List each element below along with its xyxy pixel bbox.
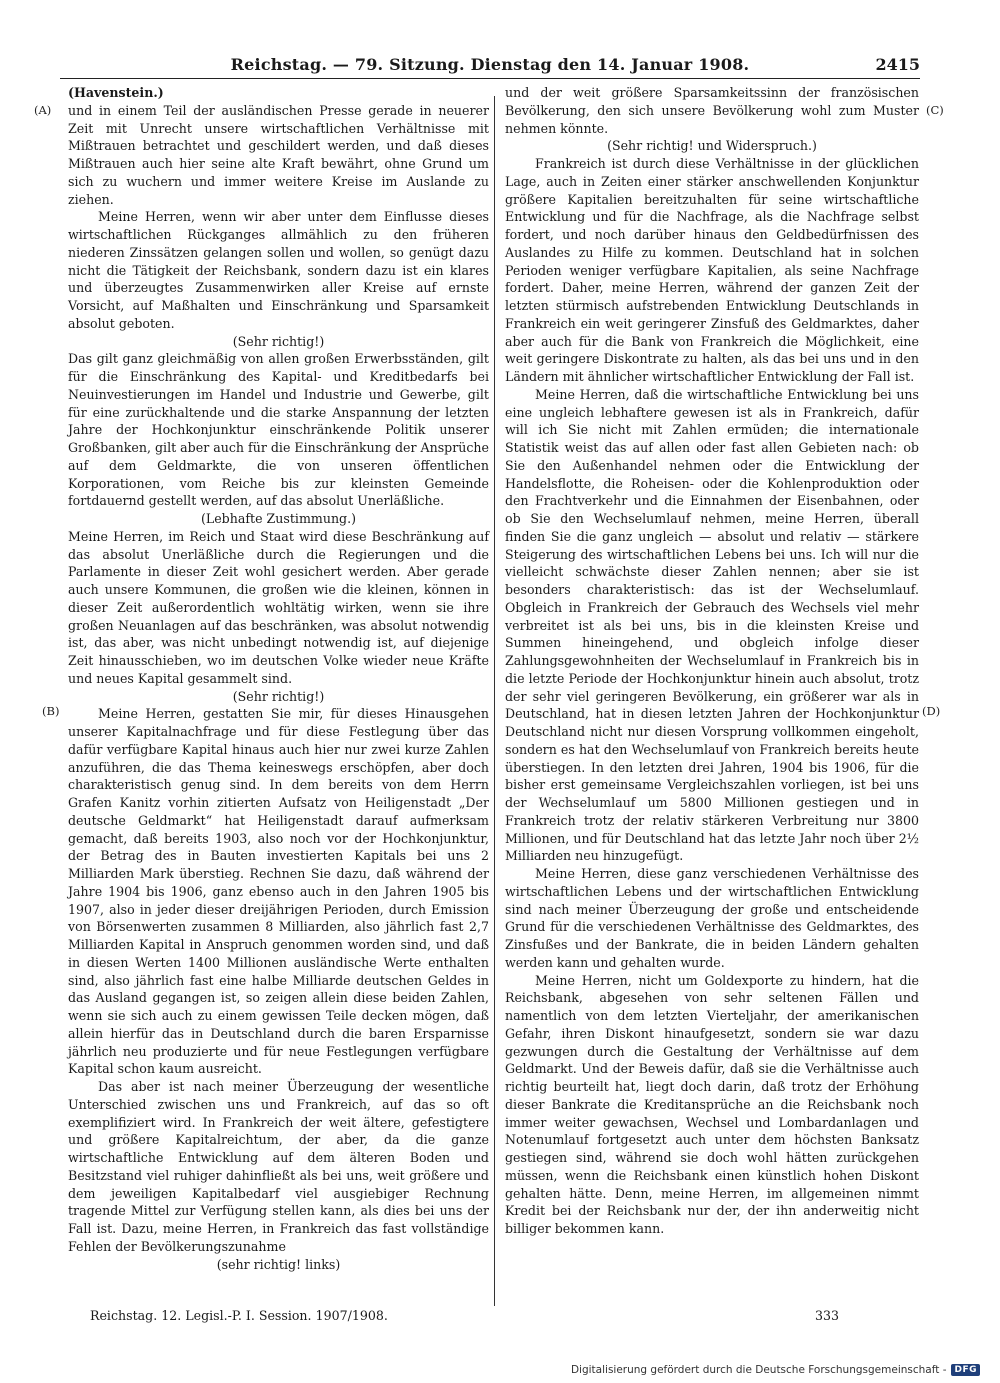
margin-marker-b: (B)	[42, 704, 60, 718]
speaker-name: (Havenstein.)	[68, 85, 164, 100]
page-header	[60, 54, 920, 79]
dfg-logo: DFG	[951, 1364, 980, 1376]
paragraph: und der weit größere Sparsamkeitssinn der französischen Bevölkerung, den sich unsere Bevölkerung wohl zum Muster nehmen könnte.	[505, 85, 919, 136]
interjection: (Sehr richtig! und Widerspruch.)	[607, 138, 817, 154]
paragraph: Meine Herren, nicht um Goldexporte zu hindern, hat die Reichsbank, abgesehen von sehr seltenen Fällen und namentlich von dem letzten Vierteljahr, der amerikanischen Gefahr, ihren Diskont hinaufgesetzt, sondern sie war dazu gezwungen durch die Gestaltung der Verhältnisse auf dem Geldmarkt. Und der Beweis dafür, daß sie die Verhältnisse auch richtig beurteilt hat, liegt doch darin, daß trotz der Erhöhung dieser Bankrate die Kreditansprüche an die Reichsbank noch immer weiter gewachsen, Wechsel und Lombardanlagen und Notenumlauf fortgesetzt auch unter dem höchsten Banksatz gestiegen sind, während sie doch wohl hätten zurückgehen müssen, wenn die Reichsbank einen künstlich hohen Diskont gehalten hätte. Denn, meine Herren, im allgemeinen nimmt Kredit bei der Reichsbank nur der, der ihn anderweitig nicht billiger bekommen kann.	[505, 972, 919, 1236]
footer-signature: 333	[815, 1308, 840, 1323]
dfg-credit-text: Digitalisierung gefördert durch die Deutsche Forschungsgemeinschaft -	[570, 1364, 947, 1376]
page-number: 2415	[875, 55, 920, 74]
paragraph: und in einem Teil der ausländischen Presse gerade in neuerer Zeit mit Unrecht unsere wirtschaftlichen Verhältnisse mit Mißtrauen betrachtet und geschildert werden, und daß dieses Mißtrauen auch hier seine alte Kraft bewährt, ohne Grund um sich zu wuchern und immer weitere Kreise im Auslande zu ziehen.	[68, 102, 489, 207]
footer-publication: Reichstag. 12. Legisl.-P. I. Session. 1907/1908.	[90, 1308, 388, 1323]
interjection: (Sehr richtig!)	[232, 688, 325, 704]
dfg-credit	[571, 1364, 980, 1376]
margin-marker-d: (D)	[922, 704, 941, 718]
margin-marker-c: (C)	[926, 103, 944, 117]
interjection: (sehr richtig! links)	[216, 1256, 341, 1272]
paragraph: Meine Herren, daß die wirtschaftliche Entwicklung bei uns eine ungleich lebhaftere gewesen ist als in Frankreich, dafür will ich Sie nicht mit Zahlen ermüden; die internationale Statistik weist das auf allen oder fast allen Gebieten nach: ob Sie den Außenhandel nehmen oder die Entwicklung der Handelsflotte, die Roheisen- oder die Kohlenproduktion oder den Frachtverkehr und die Einnahmen der Eisenbahnen, oder ob Sie den Wechselumlauf nehmen, meine Herren, überall finden Sie die ganz ungleich — absolut und relativ — stärkere Steigerung des wirtschaftlichen Lebens bei uns. Ich will nur die vielleicht schwächste dieser Zahlen nennen; aber sie ist besonders charakteristisch: das ist der Wechselumlauf. Obgleich in Frankreich der Gebrauch des Wechsels viel mehr verbreitet ist als bei uns, bis in die kleinsten Kreise und Summen hineingehend, und obgleich infolge dieser Zahlungsgewohnheiten der Wechselumlauf in Frankreich bis in die letzte Periode der Hochkonjunktur hinein auch absolut, trotz der sehr viel geringeren Bevölkerung, ein größerer war als in Deutschland, hat in diesen letzten Jahren der Hochkonjunktur Deutschland nicht nur diesen Vorsprung vollkommen eingeholt, sondern es hat den Wechselumlauf von Frankreich bereits heute überstiegen. In den letzten drei Jahren, 1904 bis 1906, für die bisher erst gemeinsame Vergleichszahlen vorliegen, ist bei uns der Wechselumlauf um 5800 Millionen gestiegen und in Frankreich trotz der relativ stärkeren Verbreitung nur 3800 Millionen, und für Deutschland hat das letzte Jahr noch über 2½ Milliarden neu hinzugefügt.	[505, 386, 919, 864]
interjection: (Sehr richtig!)	[232, 333, 325, 349]
paragraph: Das aber ist nach meiner Überzeugung der wesentliche Unterschied zwischen uns und Frankreich, auf das so oft exemplifiziert wird. In Frankreich der weit ältere, gefestigtere und größere Kapitalreichtum, der aber, da die ganze wirtschaftliche Entwicklung auf dem älteren Boden und Besitzstand viel ruhiger dahinfließt als bei uns, weit größere und dem jeweiligen Kapitalbedarf viel ausgiebiger Rechnung tragende Mittel zur Verfügung stellen kann, als dies bei uns der Fall ist. Dazu, meine Herren, in Frankreich das fast vollständige Fehlen der Bevölkerungszunahme	[68, 1079, 489, 1254]
margin-marker-a: (A)	[34, 103, 52, 117]
paragraph: Meine Herren, im Reich und Staat wird diese Beschränkung auf das absolut Unerläßliche durch die Regierungen und die Parlamente in dieser Zeit wohl gesichert werden. Aber gerade auch unsere Kommunen, die großen wie die kleinen, können in dieser Zeit außerordentlich wohltätig wirken, wenn sie ihre großen Neuanlagen auf das beschränken, was absolut notwendig ist, das aber, was nicht unbedingt notwendig ist, auf diejenige Zeit hinausschieben, wo im deutschen Volke wieder neue Kräfte und neues Kapital gesammelt sind.	[68, 528, 489, 686]
column-divider	[494, 96, 495, 1306]
paragraph: Frankreich ist durch diese Verhältnisse in der glücklichen Lage, auch in Zeiten einer stärker anschwellenden Konjunktur größere Kapitalien bereitzuhalten für seine wirtschaftliche Entwicklung und für die Nachfrage, als die Nachfrage selbst fordert, und noch darüber hinaus den Geldbedürfnissen des Auslandes zu Hilfe zu kommen. Deutschland hat in solchen Perioden weniger verfügbare Kapitalien, als seine Nachfrage fordert. Daher, meine Herren, während der ganzen Zeit der letzten stürmisch aufstrebenden Entwicklung Deutschlands in Frankreich ein weit geringerer Zinsfuß des Geldmarktes, daher aber auch für die Bank von Frankreich die Möglichkeit, eine weit geringere Diskontrate zu halten, als das bei uns und in den Ländern mit ähnlicher wirtschaftlicher Entwicklung der Fall ist.	[505, 156, 919, 384]
right-column	[505, 84, 919, 1238]
interjection: (Lebhafte Zustimmung.)	[200, 511, 357, 526]
paragraph: Meine Herren, gestatten Sie mir, für dieses Hinausgehen unserer Kapitalnachfrage und für diese Festlegung über das dafür verfügbare Kapital hinaus auch hier nur zwei kurze Zahlen anzuführen, die das Thema keineswegs erschöpfen, aber doch charakteristisch genug sind. In dem bereits von dem Herrn Grafen Kanitz vorhin zitierten Aufsatz von Heiligenstadt „Der deutsche Geldmarkt“ hat Heiligenstadt darauf aufmerksam gemacht, daß bereits 1903, also noch vor der Hochkonjunktur, der Betrag des in Bauten investierten Kapitals bei uns 2 Milliarden Mark überstieg. Rechnen Sie dazu, daß während der Jahre 1904 bis 1906, ganz ebenso auch in den Jahren 1905 bis 1907, also in jeder dieser dreijährigen Perioden, durch Emission von Börsenwerten zusammen 8 Milliarden, also jährlich fast 2,7 Milliarden Kapital in Anspruch genommen worden sind, und daß in diesen Werten 1400 Millionen ausländische Werte enthalten sind, also jährlich fast eine halbe Milliarde deutschen Geldes in das Ausland gegangen ist, so zeigen allein diese beiden Zahlen, wenn sie sich auch zu einem gewissen Teile decken mögen, daß allein hierfür das in Deutschland durch die baren Ersparnisse jährlich neu produzierte und für neue Festlegungen verfügbare Kapital schon kaum ausreicht.	[68, 706, 489, 1077]
paragraph: Meine Herren, wenn wir aber unter dem Einflusse dieses wirtschaftlichen Rückganges allmählich zu den früheren niederen Zinssätzen gelangen sollen und wollen, so genügt dazu nicht die Tätigkeit der Reichsbank, sondern dazu ist ein klares und überzeugtes Zusammenwirken aller Kreise auf ernste Vorsicht, auf Maßhalten und Einschränkung und Sparsamkeit absolut geboten.	[68, 209, 489, 331]
page-header-title: Reichstag. — 79. Sitzung. Dienstag den 14. Januar 1908.	[230, 55, 750, 74]
paragraph: Meine Herren, diese ganz verschiedenen Verhältnisse des wirtschaftlichen Lebens und der wirtschaftlichen Entwicklung sind nach meiner Überzeugung der große und entscheidende Grund für die verschiedenen Verhältnisse des Geldmarktes, des Zinsfußes und der Bankrate, die in beiden Ländern gehalten werden kann und gehalten wurde.	[505, 866, 919, 970]
paragraph: Das gilt ganz gleichmäßig von allen großen Erwerbsständen, gilt für die Einschränkung des Kapital- und Kreditbedarfs bei Neuinvestierungen im Handel und Industrie und Gewerbe, gilt für eine zurückhaltende und die starke Anspannung der letzten Jahre der Hochkonjunktur einschränkende Politik unserer Großbanken, gilt aber auch für die Einschränkung der Ansprüche auf dem Geldmarkte, die von unseren öffentlichen Korporationen, vom Reiche bis zur kleinsten Gemeinde fortdauernd gestellt werden, auf das absolut Unerläßliche.	[68, 351, 489, 509]
left-column	[68, 84, 489, 1273]
